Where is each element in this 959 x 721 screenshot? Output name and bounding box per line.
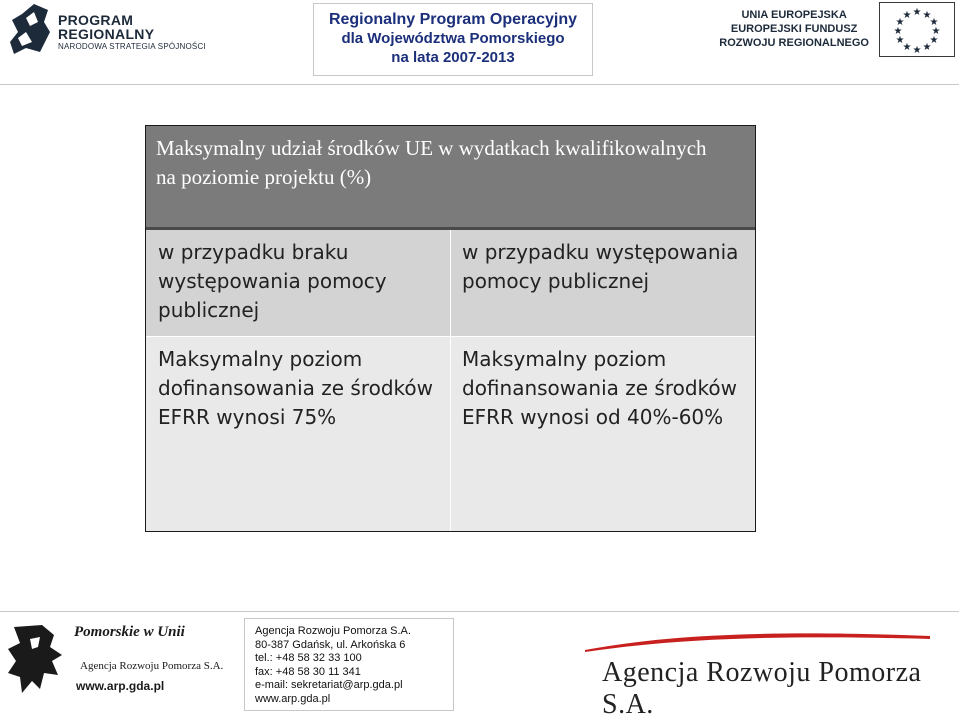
- eu-flag-icon: [879, 2, 955, 57]
- footer-divider: [0, 611, 959, 612]
- table-cell-aid-condition: [450, 230, 755, 337]
- contact-www[interactable]: www.arp.gda.pl: [255, 692, 331, 705]
- svg-text:★: ★: [895, 17, 905, 28]
- program-regionalny-emblem-icon: [4, 2, 60, 58]
- table-cell-no-aid-value: [146, 337, 450, 531]
- program-logo-line3: NARODOWA STRATEGIA SPÓJNOŚCI: [58, 42, 206, 51]
- aid-value-text: Maksymalny poziom dofinansowania ze środków EFRR wynosi od 40%-60%: [462, 347, 738, 429]
- eu-funding-table: [145, 125, 756, 532]
- svg-text:★: ★: [912, 7, 922, 18]
- program-title-line3: na lata 2007-2013: [391, 49, 515, 66]
- arp-logo-text: Agencja Rozwoju Pomorza S.A.: [602, 657, 922, 720]
- table-header-text: Maksymalny udział środków UE w wydatkach kwalifikowalnych na poziomie projektu (%): [156, 136, 707, 189]
- no-aid-value-text: Maksymalny poziom dofinansowania ze środków EFRR wynosi 75%: [158, 347, 434, 429]
- svg-text:★: ★: [931, 26, 941, 37]
- header-divider: [0, 84, 959, 85]
- svg-text:★: ★: [929, 17, 939, 28]
- table-header: [146, 126, 755, 230]
- program-title-line1: Regionalny Program Operacyjny: [328, 11, 578, 28]
- pomorskie-logo-subtitle: Agencja Rozwoju Pomorza S.A.: [80, 660, 224, 672]
- table-cell-no-aid-condition: [146, 230, 450, 337]
- table-cell-aid-value: [450, 337, 755, 531]
- eu-text-line2: EUROPEJSKI FUNDUSZ: [730, 23, 858, 35]
- pomorskie-logo-www[interactable]: www.arp.gda.pl: [76, 679, 165, 693]
- program-title-box: [313, 3, 593, 76]
- contact-box: [244, 618, 454, 711]
- program-logo-line1: PROGRAM: [58, 12, 134, 28]
- svg-text:★: ★: [929, 35, 939, 46]
- svg-text:★: ★: [902, 10, 912, 21]
- svg-text:★: ★: [902, 42, 912, 53]
- svg-text:★: ★: [893, 26, 903, 37]
- contact-email[interactable]: e-mail: sekretariat@arp.gda.pl: [255, 679, 403, 692]
- pomorskie-logo-title: Pomorskie w Unii: [74, 624, 185, 640]
- eu-fund-text: [719, 8, 869, 50]
- svg-text:★: ★: [922, 10, 932, 21]
- aid-condition-text: w przypadku występowania pomocy publicznej: [462, 240, 739, 293]
- eu-text-line3: ROZWOJU REGIONALNEGO: [719, 37, 869, 49]
- contact-fax: fax: +48 58 30 11 341: [255, 665, 361, 678]
- red-swoosh-icon: [580, 628, 940, 658]
- contact-name: Agencja Rozwoju Pomorza S.A.: [255, 625, 411, 637]
- svg-text:★: ★: [922, 42, 932, 53]
- eu-text-line1: UNIA EUROPEJSKA: [741, 9, 847, 21]
- program-title-line2: dla Województwa Pomorskiego: [341, 30, 565, 47]
- no-aid-condition-text: w przypadku braku występowania pomocy publicznej: [158, 240, 387, 322]
- svg-text:★: ★: [912, 45, 922, 56]
- griffin-emblem-icon: [2, 619, 72, 709]
- contact-address: 80-387 Gdańsk, ul. Arkońska 6: [255, 638, 406, 651]
- svg-text:★: ★: [895, 35, 905, 46]
- program-logo-line2: REGIONALNY: [58, 26, 155, 42]
- contact-tel: tel.: +48 58 32 33 100: [255, 652, 362, 665]
